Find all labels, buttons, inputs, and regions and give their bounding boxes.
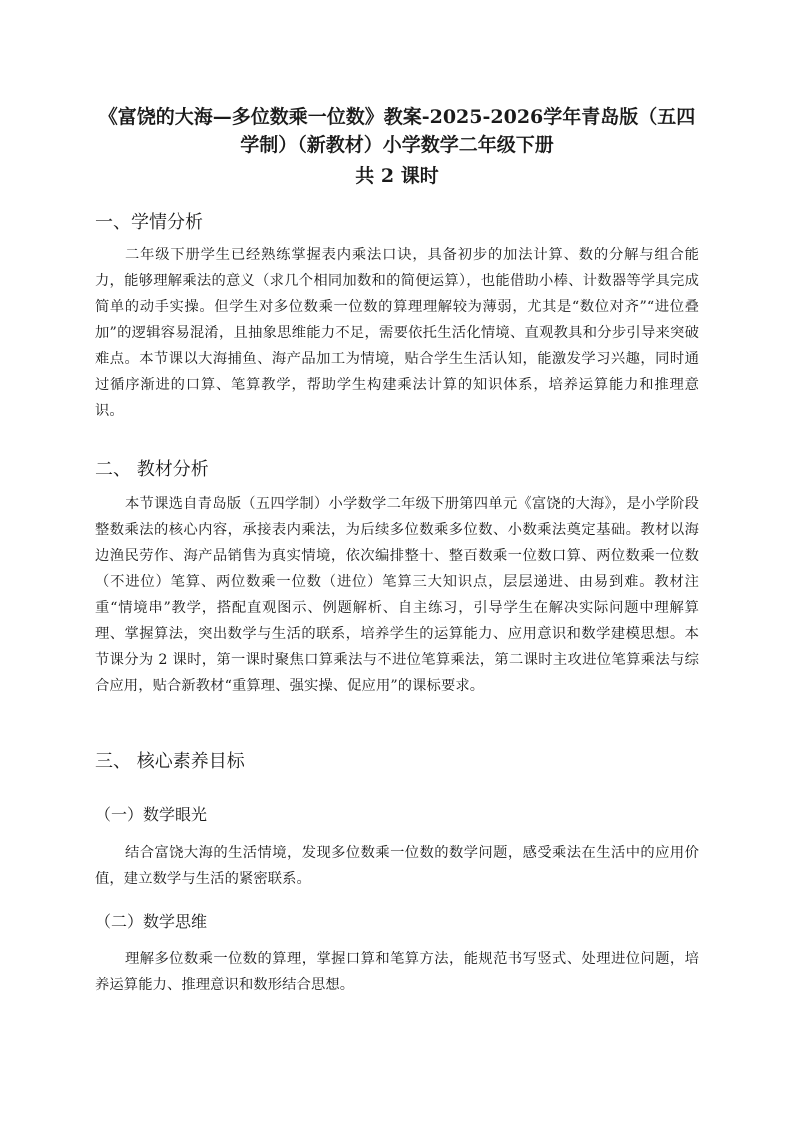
document-title-line-2: 学制）（新教材）小学数学二年级下册 xyxy=(240,134,554,156)
subsection-paragraph-math-thinking: 理解多位数乘一位数的算理，掌握口算和笔算方法，能规范书写竖式、处理进位问题，培养运算能力、推理意识和数形结合思想。 xyxy=(95,951,699,993)
section-paragraph-textbook-analysis: 本节课选自青岛版（五四学制）小学数学二年级下册第四单元《富饶的大海》，是小学阶段整数乘法的核心内容，承接表内乘法，为后续多位数乘多位数、小数乘法奠定基础。教材以海边渔民劳作、海产品销售为真实情境，依次编排整十、整百数乘一位数口算、两位数乘一位数（不进位）笔算、两位数乘一位数（进位）笔算三大知识点，层层递进、由易到难。教材注重“情境串”教学，搭配直观图示、例题解析、自主练习，引导学生在解决实际问题中理解算理、掌握算法，突出数学与生活的联系，培养学生的运算能力、应用意识和数学建模思想。本节课分为 2 课时，第一课时聚焦口算乘法与不进位笔算乘法，第二课时主攻进位笔算乘法与综合应用，贴合新教材“重算理、强实操、促应用”的课标要求。 xyxy=(95,496,699,694)
subsection-paragraph-math-vision: 结合富饶大海的生活情境，发现多位数乘一位数的数学问题，感受乘法在生活中的应用价值，建立数学与生活的紧密联系。 xyxy=(95,845,699,887)
document-title-line-1: 《富饶的大海—多位数乘一位数》教案-2025-2026学年青岛版（五四 xyxy=(98,106,696,128)
subsection-heading-math-thinking: （二）数学思维 xyxy=(95,912,208,931)
document-subtitle-lessons: 共 2 课时 xyxy=(355,165,439,187)
subsection-heading-math-vision: （一）数学眼光 xyxy=(95,805,208,824)
section-heading-textbook-analysis: 二、 教材分析 xyxy=(95,459,209,480)
section-paragraph-student-analysis: 二年级下册学生已经熟练掌握表内乘法口诀，具备初步的加法计算、数的分解与组合能力，能够理解乘法的意义（求几个相同加数和的简便运算），也能借助小棒、计数器等学具完成简单的动手实操。但学生对多位数乘一位数的算理理解较为薄弱，尤其是“数位对齐”“进位叠加”的逻辑容易混淆，且抽象思维能力不足，需要依托生活化情境、直观教具和分步引导来突破难点。本节课以大海捕鱼、海产品加工为情境，贴合学生生活认知，能激发学习兴趣，同时通过循序渐进的口算、笔算教学，帮助学生构建乘法计算的知识体系，培养运算能力和推理意识。 xyxy=(95,247,699,419)
section-heading-core-goals: 三、 核心素养目标 xyxy=(95,751,245,772)
section-heading-student-analysis: 一、学情分析 xyxy=(95,212,203,233)
